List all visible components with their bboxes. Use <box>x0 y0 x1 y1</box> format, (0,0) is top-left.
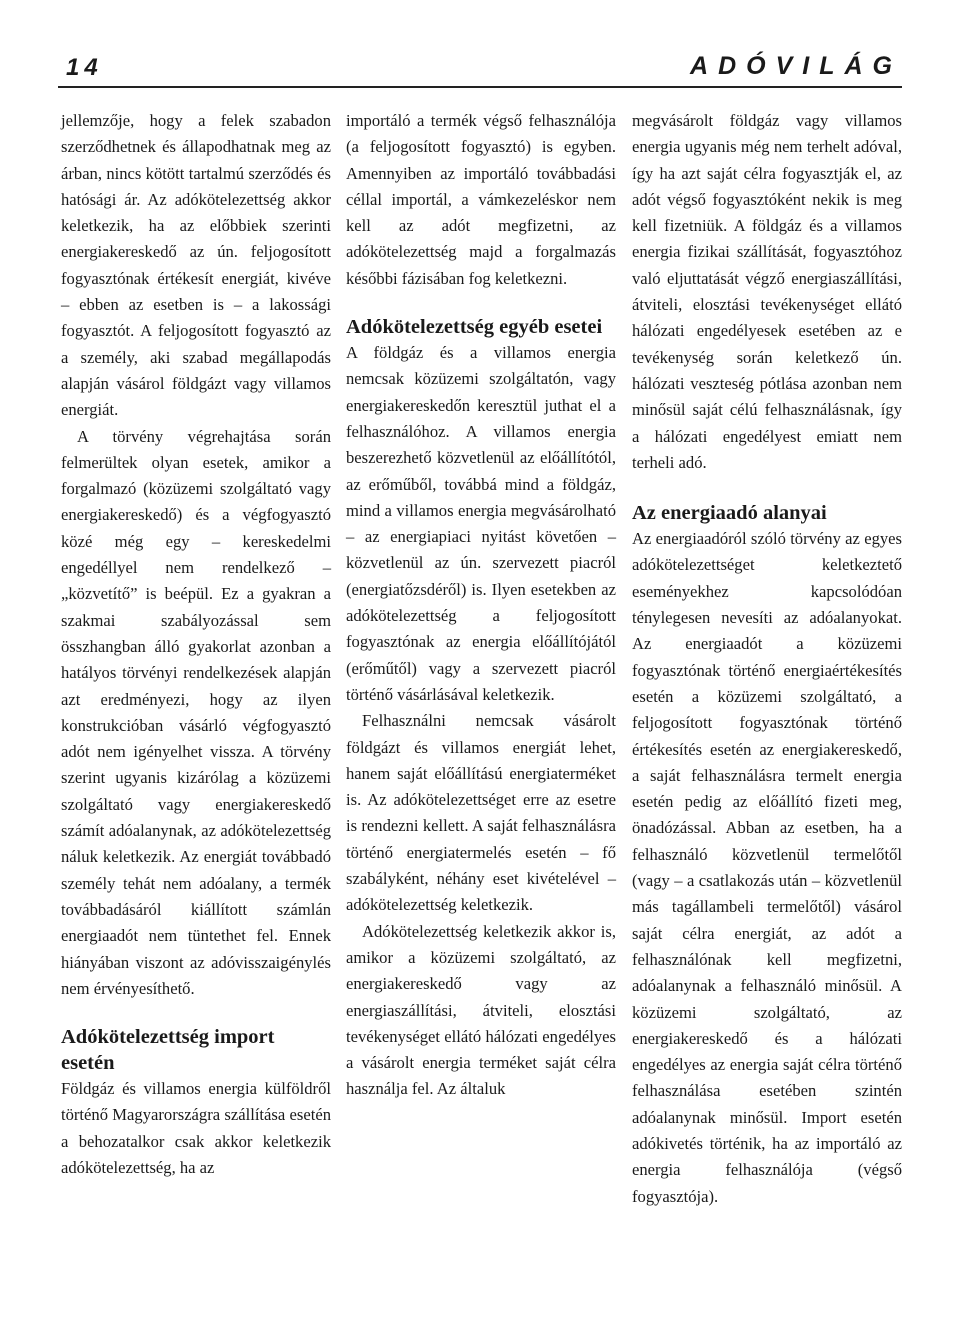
paragraph: A törvény végrehajtása során felmerültek olyan esetek, amikor a forgalmazó (közüzemi szolgáltató vagy energiakereskedő) és a végfogyasztó közé még egy – kereskedelmi engedéllyel nem rendelkező – „közvetítő” is beépül. Ez a gyakran a szakmai szabályozással sem összhangban álló gyakorlat azonban a hatályos törvényi rendelkezések alapján azt eredményezi, hogy az ilyen konstrukcióban vásárló végfogyasztó adót nem igényelhet vissza. A törvény szerint ugyanis kizárólag a közüzemi szolgáltató vagy energiakereskedő számít adóalanynak, az adókötelezettség náluk keletkezik. Az energiát továbbadó személy tehát nem adóalany, a termék továbbadásáról kiállított számlán energiaadót nem tüntethet fel. Ennek hiányában viszont az adóvisszaigénylés nem érvényesíthető. <box>61 426 331 998</box>
paragraph: Felhasználni nemcsak vásárolt földgázt és villamos energiát lehet, hanem saját előállítású energiaterméket is. Az adókötelezettséget erre az esetre is rendezni kellett. A saját felhasználásra történő energiatermelés esetén – fő szabályként, néhány eset kivételével – adókötelezettség keletkezik. <box>346 711 616 915</box>
magazine-title: ADÓVILÁG <box>690 52 902 80</box>
paragraph: importáló a termék végső felhasználója (a feljogosított fogyasztó) is egyben. Amennyiben az importáló továbbadási céllal importál, a vámkezeléskor nem kell az adót megfizetni, az adókötelezettség majd a forgalmazás későbbi fázisában fog keletkezni. <box>346 111 616 288</box>
paragraph: jellemzője, hogy a felek szabadon szerződhetnek és állapodhatnak meg az árban, nincs kötött tartalmú szerződés és hatósági ár. Az adókötelezettség akkor keletkezik, ha az előbbiek szerinti energiakereskedő az ún. feljogosított fogyasztónak értékesít energiát, kivéve – ebben az esetben is – a lakossági fogyasztót. A feljogosított fogyasztó az a személy, aki szabad megállapodás alapján vásárol földgázt vagy villamos energiát. <box>61 111 331 420</box>
column-1 <box>61 108 331 1181</box>
paragraph: A földgáz és a villamos energia nemcsak közüzemi szolgáltatón, vagy energiakereskedőn keresztül juthat el a felhasználóhoz. A villamos energia beszerezhető közvetlenül az előállítótól, az erőműből, továbbá mind a földgáz, mind a villamos energia megvásárolható – az energiapiaci nyitást követően – közvetlenül az ún. szervezett piacról (energiatőzsdéről) is. Ilyen esetekben az adókötelezettség a feljogosított fogyasztónak az energia előállítójától (erőműtől) vagy a szervezett piacról történő vásárlásával keletkezik. <box>346 343 616 704</box>
paragraph: Az energiaadóról szóló törvény az egyes adókötelezettséget keletkeztető eseményekhez kapcsolódóan ténylegesen nevesíti az adóalanyokat. Az energiaadót a közüzemi fogyasztónak történő energiaértékesítés esetén a közüzemi szolgáltató, a feljogosított fogyasztónak történő értékesítés esetén az energiakereskedő, a saját felhasználásra termelt energia esetén pedig az előállító fizeti meg, önadózással. Abban az esetben, ha a felhasználó közvetlenül termelőtől (vagy – a csatlakozás után – közvetlenül más tagállambeli termelőtől) vásárol saját célra energiát, az adót a felhasználónak kell megfizetni, adóalanynak a felhasználó minősül. A közüzemi szolgáltató, az energiakereskedő és a hálózati engedélyes az energia saját célra történő felhasználása esetében szintén adóalanynak minősül. Import esetén adókivetés történik, ha az importáló az energia felhasználója (végső fogyasztója). <box>632 529 902 1206</box>
paragraph: megvásárolt földgáz vagy villamos energia ugyanis még nem terhelt adóval, így ha azt saját célra fogyasztják el, az adót végső fogyasztóként nekik is meg kell fizetniük. A földgáz és a villamos energia fizikai szállítását, fogyasztóhoz való eljuttatását végző energiaszállítási, átviteli, elosztási tevékenységet ellátó hálózati engedélyesek esetében az e tevékenység során keletkező ún. hálózati veszteség pótlása azonban nem minősül saját célú felhasználásnak, így a hálózati engedélyest emiatt nem terheli adó. <box>632 111 902 472</box>
paragraph: Földgáz és villamos energia külföldről történő Magyarországra szállítása esetén a behozatalkor csak akkor keletkezik adókötelezettség, ha az <box>61 1079 331 1177</box>
page-header <box>58 52 902 88</box>
section-heading: Adókötelezettség import esetén <box>61 1026 275 1075</box>
header-rule <box>58 86 902 88</box>
section-heading: Az energiaadó alanyai <box>632 502 827 525</box>
page-number: 14 <box>66 54 103 81</box>
column-2 <box>346 108 616 1103</box>
section-heading: Adókötelezettség egyéb esetei <box>346 316 603 339</box>
column-3 <box>632 108 902 1210</box>
paragraph: Adókötelezettség keletkezik akkor is, amikor a közüzemi szolgáltató, az energiakereskedő vagy az energiaszállítási, átviteli, elosztási tevékenységet ellátó hálózati engedélyes a vásárolt energia terméket saját célra használja fel. Az általuk <box>346 921 616 1099</box>
